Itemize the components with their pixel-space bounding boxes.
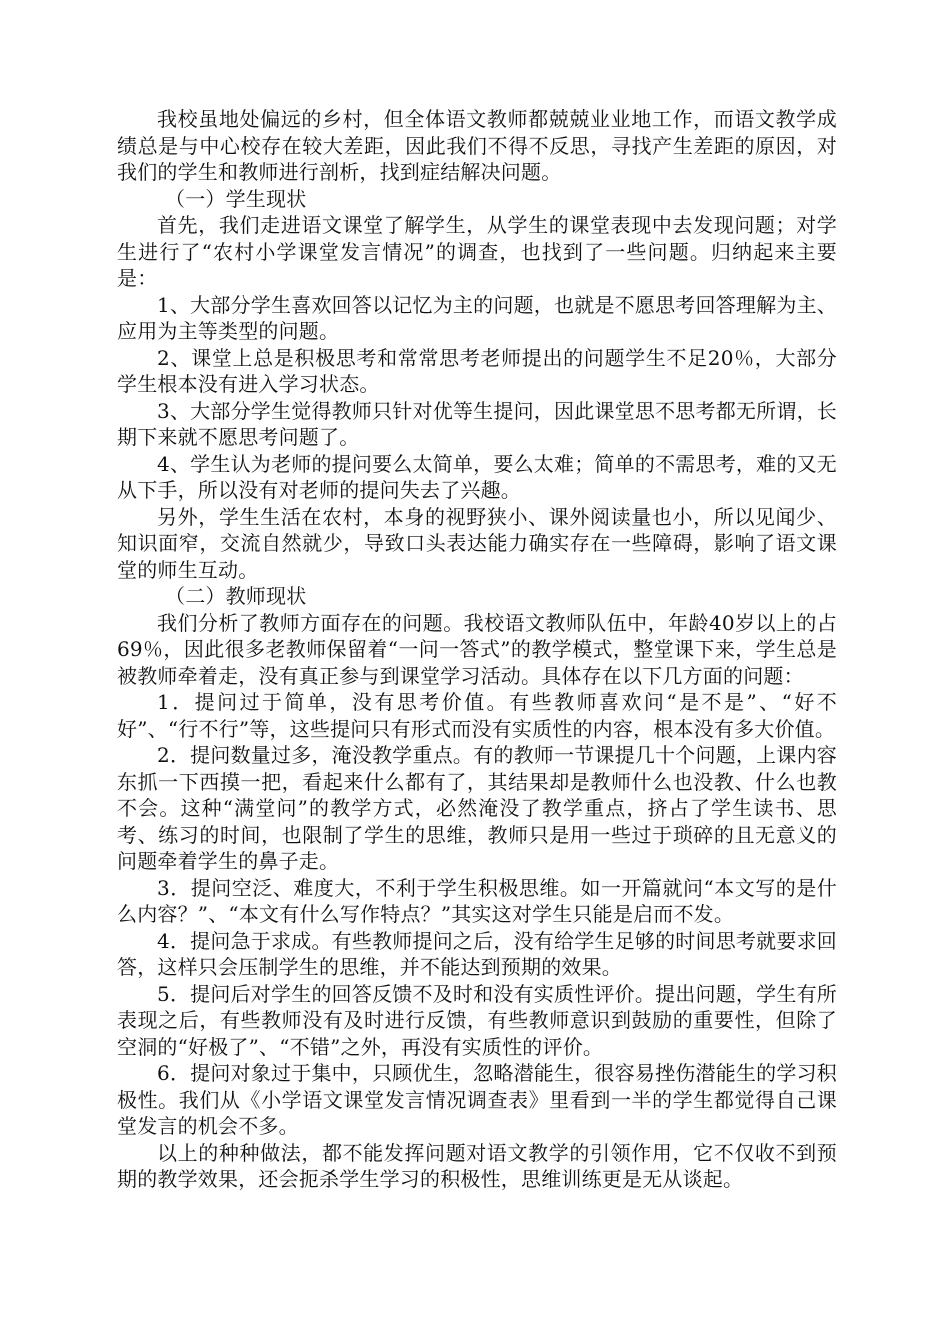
intro-paragraph: 我校虽地处偏远的乡村，但全体语文教师都兢兢业业地工作，而语文教学成绩总是与中心校存在较大差距，因此我们不得不反思，寻找产生差距的原因，对我们的学生和教师进行剖析，找到症结解决问题。 (117, 107, 837, 184)
conclusion-paragraph: 以上的种种做法，都不能发挥问题对语文教学的引领作用，它不仅收不到预期的教学效果，还会扼杀学生学习的积极性，思维训练更是无从谈起。 (117, 1140, 837, 1191)
student-issue-3: 3、大部分学生觉得教师只针对优等生提问，因此课堂思不思考都无所谓，长期下来就不愿思考问题了。 (117, 398, 837, 449)
section-heading-students: （一）学生现状 (165, 186, 307, 211)
section-heading-teachers: （二）教师现状 (165, 584, 307, 608)
student-issue-2: 2、课堂上总是积极思考和常常思考老师提出的问题学生不足20％，大部分学生根本没有进入学习状态。 (117, 345, 837, 396)
students-additional-paragraph: 另外，学生生活在农村，本身的视野狭小、课外阅读量也小，所以见闻少、知识面窄，交流自然就少，导致口头表达能力确实存在一些障碍，影响了语文课堂的师生互动。 (117, 504, 837, 582)
student-issue-4: 4、学生认为老师的提问要么太简单，要么太难；简单的不需思考，难的又无从下手，所以没有对老师的提问失去了兴趣。 (117, 451, 837, 502)
teacher-issue-4: 4．提问急于求成。有些教师提问之后，没有给学生足够的时间思考就要求回答，这样只会压制学生的思维，并不能达到预期的效果。 (117, 928, 837, 979)
teacher-issue-6: 6．提问对象过于集中，只顾优生，忽略潜能生，很容易挫伤潜能生的学习积极性。我们从《小学语文课堂发言情况调查表》里看到一半的学生都觉得自己课堂发言的机会不多。 (117, 1061, 837, 1138)
teacher-issue-3: 3．提问空泛、难度大，不利于学生积极思维。如一开篇就问“本文写的是什么内容？”、“本文有什么写作特点？”其实这对学生只能是启而不发。 (117, 875, 837, 926)
teacher-issue-5: 5．提问后对学生的回答反馈不及时和没有实质性评价。提出问题，学生有所表现之后，有些教师没有及时进行反馈，有些教师意识到鼓励的重要性，但除了空洞的“好极了”、“不错”之外，再没有实质性的评价。 (117, 981, 837, 1059)
document-page (117, 106, 837, 1193)
teacher-issue-2: 2．提问数量过多，淹没教学重点。有的教师一节课提几十个问题，上课内容东抓一下西摸一把，看起来什么都有了，其结果却是教师什么也没教、什么也教不会。这种“满堂问”的教学方式，必然淹没了教学重点，挤占了学生读书、思考、练习的时间，也限制了学生的思维，教师只是用一些过于琐碎的且无意义的问题牵着学生的鼻子走。 (117, 743, 837, 873)
student-issue-1: 1、大部分学生喜欢回答以记忆为主的问题，也就是不愿思考回答理解为主、应用为主等类型的问题。 (117, 292, 837, 343)
teacher-issue-1: 1．提问过于简单，没有思考价值。有些教师喜欢问“是不是”、“好不好”、“行不行”等，这些提问只有形式而没有实质性的内容，根本没有多大价值。 (117, 690, 837, 741)
students-intro-paragraph: 首先，我们走进语文课堂了解学生，从学生的课堂表现中去发现问题；对学生进行了“农村小学课堂发言情况”的调查，也找到了一些问题。归纳起来主要是： (117, 213, 837, 290)
teachers-intro-paragraph: 我们分析了教师方面存在的问题。我校语文教师队伍中，年龄40岁以上的占69％，因此很多老教师保留着“一问一答式”的教学模式，整堂课下来，学生总是被教师牵着走，没有真正参与到课堂学习活动。具体存在以下几方面的问题： (117, 610, 837, 688)
